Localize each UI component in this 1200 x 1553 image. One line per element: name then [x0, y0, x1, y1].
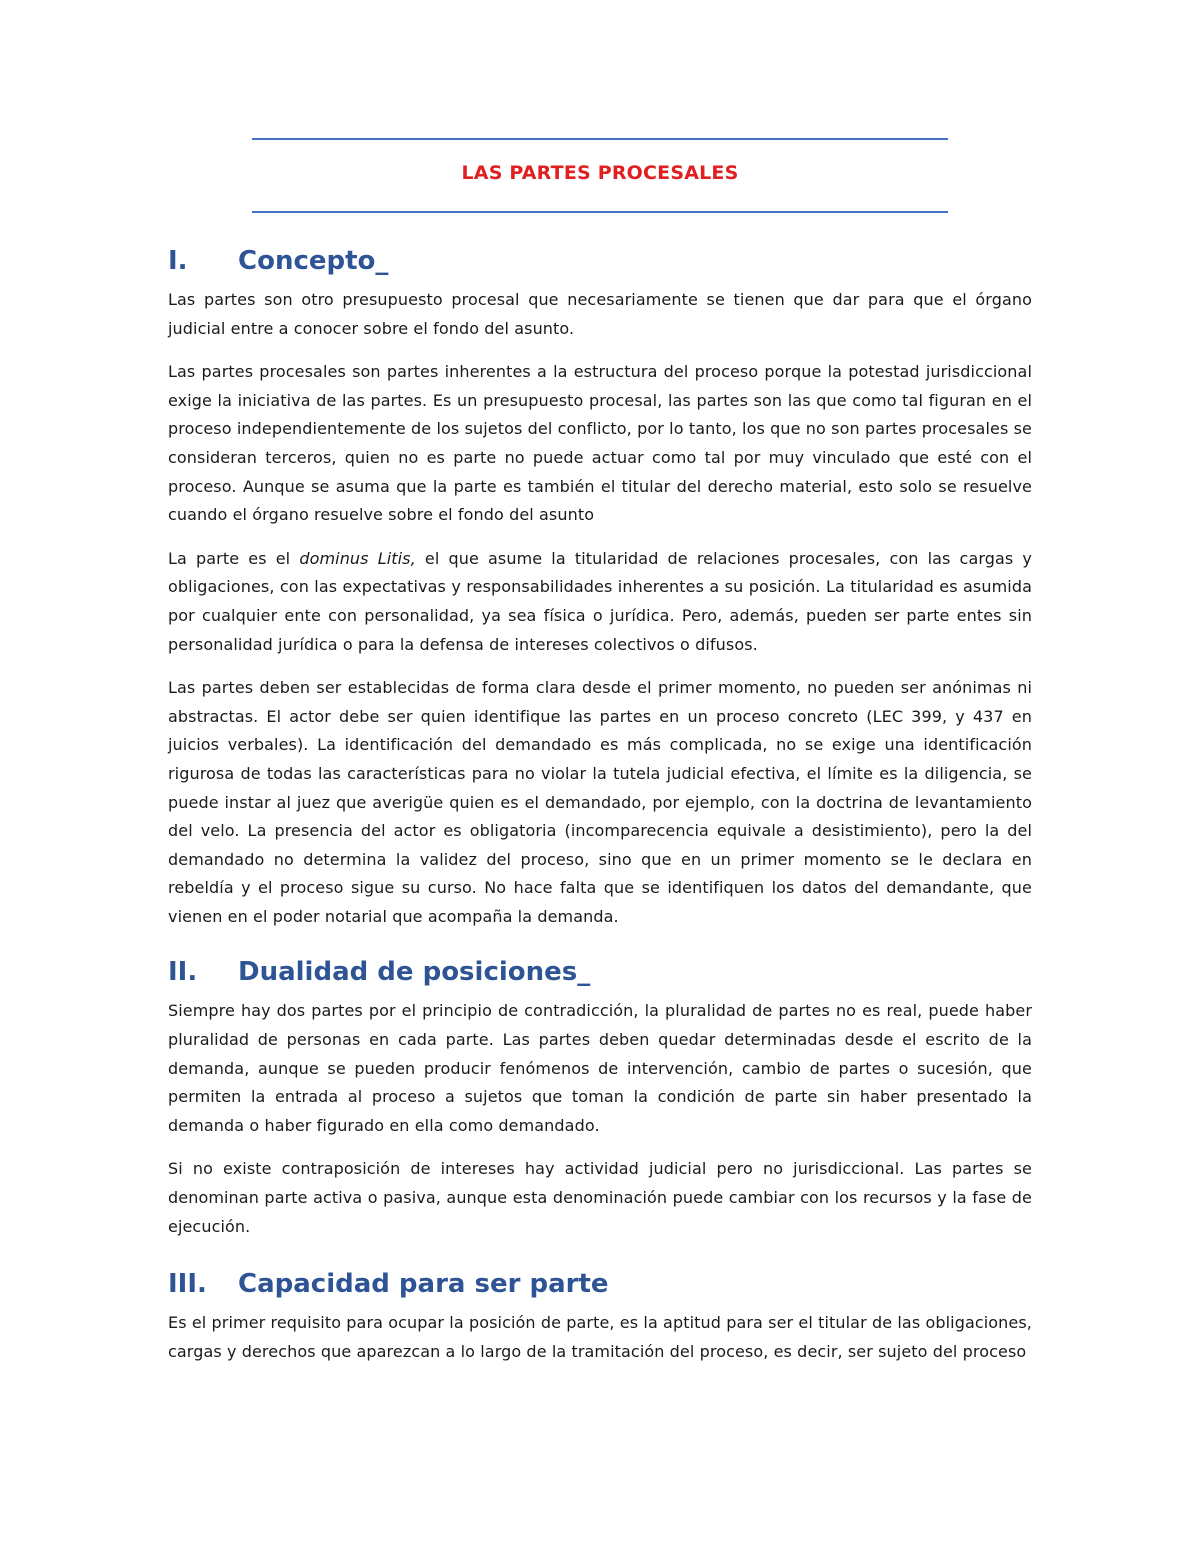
paragraph: Es el primer requisito para ocupar la posición de parte, es la aptitud para ser el titular de las obligaciones, cargas y derechos que aparezcan a lo largo de la tramitación del proceso, es decir, ser sujeto del proceso	[168, 1313, 1032, 1361]
paragraph-text: el que asume la titularidad de relaciones procesales, con las cargas y obligaciones, con las expectativas y responsabilidades inherentes a su posición. La titularidad es asumida por cualquier ente con personalidad, ya sea física o jurídica. Pero, además, pueden ser parte entes sin personalidad jurídica o para la defensa de intereses colectivos o difusos.	[168, 548, 1032, 654]
paragraph: Siempre hay dos partes por el principio de contradicción, la pluralidad de partes no es real, puede haber pluralidad de personas en cada parte. Las partes deben quedar determinadas desde el escrito de la demanda, aunque se pueden producir fenómenos de intervención, cambio de partes o sucesión, que permiten la entrada al proceso a sujetos que toman la condición de parte sin haber presentado la demanda o haber figurado en ella como demandado.	[168, 1001, 1032, 1135]
section-dualidad	[168, 951, 1032, 1241]
paragraph: Las partes son otro presupuesto procesal que necesariamente se tienen que dar para que el órgano judicial entre a conocer sobre el fondo del asunto.	[168, 290, 1032, 338]
paragraph: Las partes procesales son partes inherentes a la estructura del proceso porque la potestad jurisdiccional exige la iniciativa de las partes. Es un presupuesto procesal, las partes son las que como tal figuran en el proceso independientemente de los sujetos del conflicto, por lo tanto, los que no son partes procesales se consideran terceros, quien no es parte no puede actuar como tal por muy vinculado que esté con el proceso. Aunque se asuma que la parte es también el titular del derecho material, esto solo se resuelve cuando el órgano resuelve sobre el fondo del asunto	[168, 362, 1032, 525]
section-title: Dualidad de posiciones_	[238, 957, 591, 988]
paragraph: Si no existe contraposición de intereses hay actividad judicial pero no jurisdiccional. Las partes se denominan parte activa o pasiva, aunque esta denominación puede cambiar con los recursos y la fase de ejecución.	[168, 1159, 1032, 1236]
paragraph-text: La parte es el	[168, 548, 300, 568]
section-number: II.	[168, 957, 198, 988]
section-concepto	[168, 240, 1032, 931]
title-top-rule	[252, 138, 948, 140]
section-number: III.	[168, 1269, 207, 1300]
section-heading	[168, 240, 1032, 282]
italic-term: dominus Litis,	[299, 548, 416, 568]
paragraph	[168, 545, 1032, 659]
section-number: I.	[168, 246, 188, 276]
section-capacidad	[168, 1263, 1032, 1366]
section-heading	[168, 1263, 1032, 1305]
document-body	[168, 240, 1032, 1381]
section-title: Concepto_	[238, 246, 389, 276]
title-bottom-rule	[252, 211, 948, 213]
section-title: Capacidad para ser parte	[238, 1269, 609, 1300]
paragraph: Las partes deben ser establecidas de forma clara desde el primer momento, no pueden ser anónimas ni abstractas. El actor debe ser quien identifique las partes en un proceso concreto (LEC 399, y 437 en juicios verbales). La identificación del demandado es más complicada, no se exige una identificación rigurosa de todas las características para no violar la tutela judicial efectiva, el límite es la diligencia, se puede instar al juez que averigüe quien es el demandado, por ejemplo, con la doctrina de levantamiento del velo. La presencia del actor es obligatoria (incomparecencia equivale a desistimiento), pero la del demandado no determina la validez del proceso, sino que en un primer momento se le declara en rebeldía y el proceso sigue su curso. No hace falta que se identifiquen los datos del demandante, que vienen en el poder notarial que acompaña la demanda.	[168, 678, 1032, 926]
section-heading	[168, 951, 1032, 993]
document-title: LAS PARTES PROCESALES	[461, 162, 739, 184]
